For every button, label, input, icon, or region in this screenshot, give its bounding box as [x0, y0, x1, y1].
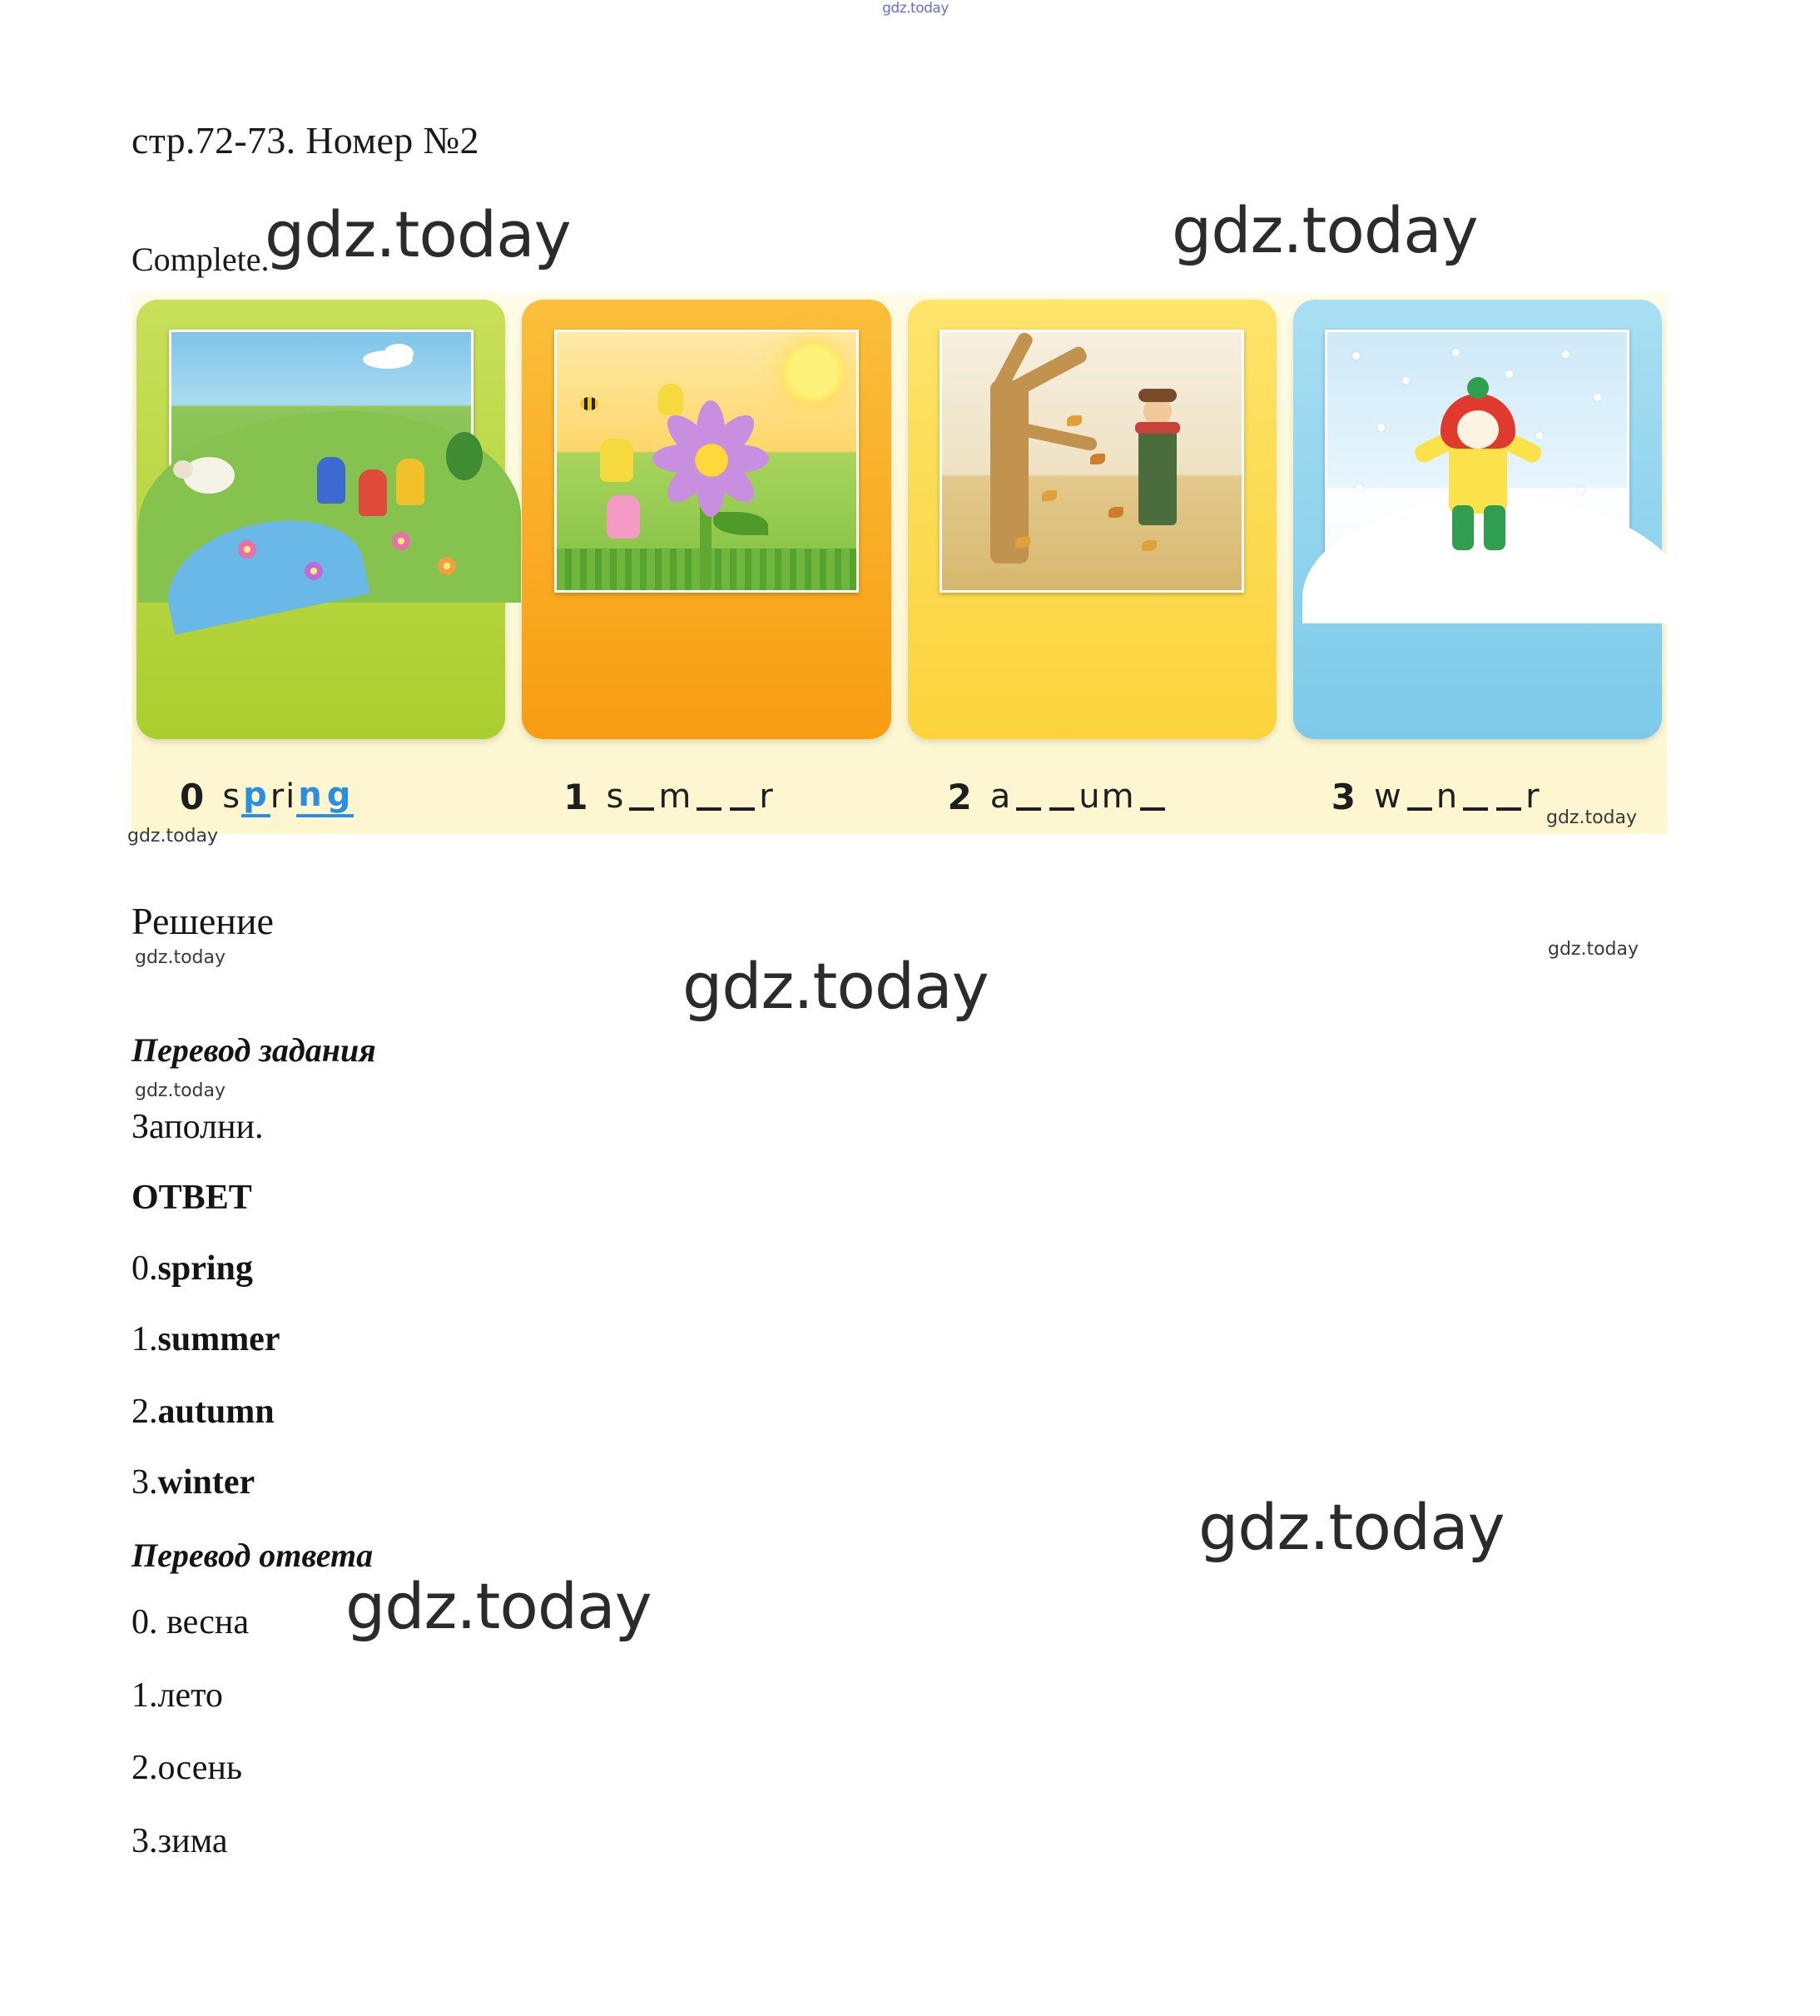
- answer-number: 3.: [131, 1822, 158, 1860]
- item-text: ri: [270, 777, 297, 816]
- exercise-answer-3: [1283, 759, 1667, 834]
- blank-slot[interactable]: [1140, 782, 1165, 811]
- summer-flower-picture: [554, 330, 859, 593]
- translated-answer-item-3: [131, 1821, 228, 1861]
- watermark: gdz.today: [345, 1569, 652, 1643]
- watermark-small: gdz.today: [135, 1080, 226, 1101]
- translated-answer-item-2: [131, 1748, 242, 1788]
- answer-word: spring: [157, 1249, 253, 1288]
- blank-slot[interactable]: [1049, 782, 1074, 811]
- blank-slot[interactable]: [730, 782, 755, 811]
- translation-task-title: Перевод задания: [131, 1031, 376, 1069]
- exercise-cards: [131, 293, 1667, 759]
- blank-slot[interactable]: [1496, 782, 1521, 811]
- page-title: стр.72-73. Номер №2: [131, 119, 479, 161]
- translated-answer-item-0: [131, 1602, 249, 1642]
- exercise-answer-1: [515, 759, 899, 834]
- filled-letter: g: [325, 776, 355, 817]
- answer-number: 3.: [131, 1463, 158, 1502]
- item-number: 0: [180, 776, 206, 817]
- answer-number: 2.: [131, 1749, 158, 1787]
- watermark-top: gdz.today: [882, 0, 949, 17]
- translated-answer-item-1: [131, 1676, 223, 1716]
- answer-word: лето: [157, 1676, 223, 1715]
- filled-letter: n: [296, 776, 325, 817]
- answer-number: 2.: [131, 1393, 158, 1431]
- answer-word: зима: [157, 1822, 228, 1860]
- season-card-autumn: [908, 300, 1277, 739]
- item-number: 3: [1331, 776, 1357, 817]
- answer-word: autumn: [157, 1393, 275, 1431]
- answer-title: ОТВЕТ: [131, 1179, 252, 1217]
- blank-slot[interactable]: [697, 782, 722, 811]
- watermark-small: gdz.today: [135, 947, 226, 968]
- item-text: a: [989, 777, 1013, 816]
- item-text: s: [606, 777, 626, 816]
- item-text: s: [222, 777, 242, 816]
- translation-answer-title: Перевод ответа: [131, 1537, 374, 1574]
- item-text: n: [1436, 777, 1460, 816]
- item-number: 1: [563, 776, 590, 817]
- item-text: um: [1079, 777, 1136, 816]
- blank-slot[interactable]: [1407, 782, 1432, 811]
- watermark: gdz.today: [1172, 193, 1478, 267]
- watermark: gdz.today: [682, 949, 989, 1023]
- answer-number: 0.: [131, 1603, 158, 1641]
- winter-snow-picture: [1325, 330, 1629, 593]
- answer-item-2: [131, 1392, 275, 1432]
- filled-letter: p: [241, 776, 270, 817]
- blank-slot[interactable]: [1016, 782, 1041, 811]
- answer-number: 1.: [131, 1320, 158, 1358]
- blank-slot[interactable]: [629, 782, 654, 811]
- season-card-summer: [522, 300, 890, 739]
- solution-title: Решение: [131, 900, 274, 942]
- watermark: gdz.today: [265, 197, 571, 271]
- answer-word: весна: [157, 1603, 250, 1641]
- watermark-small: gdz.today: [1548, 939, 1639, 960]
- exercise-answer-0: [131, 759, 515, 834]
- task-instruction: Complete.: [131, 241, 270, 278]
- answer-word: осень: [157, 1749, 242, 1787]
- season-card-winter: [1293, 300, 1662, 739]
- answer-word: winter: [157, 1463, 255, 1502]
- item-text: r: [759, 777, 775, 816]
- answer-word: summer: [157, 1320, 280, 1358]
- answer-number: 0.: [131, 1249, 158, 1288]
- season-card-spring: [136, 300, 505, 739]
- item-text: m: [658, 777, 693, 816]
- spring-meadow-picture: [169, 330, 474, 593]
- watermark-small: gdz.today: [1546, 807, 1638, 828]
- exercise-answer-row: [131, 759, 1667, 834]
- answer-number: 1.: [131, 1676, 158, 1715]
- autumn-tree-picture: [940, 330, 1244, 593]
- blank-slot[interactable]: [1463, 782, 1488, 811]
- item-text: r: [1525, 777, 1541, 816]
- answer-item-3: [131, 1462, 255, 1502]
- answer-item-0: [131, 1249, 253, 1289]
- answer-item-1: [131, 1319, 280, 1359]
- translation-task-text: Заполни.: [131, 1108, 264, 1146]
- item-text: w: [1373, 777, 1403, 816]
- exercise-answer-2: [900, 759, 1283, 834]
- item-number: 2: [947, 776, 974, 817]
- watermark-small: gdz.today: [127, 826, 219, 847]
- watermark: gdz.today: [1198, 1490, 1505, 1564]
